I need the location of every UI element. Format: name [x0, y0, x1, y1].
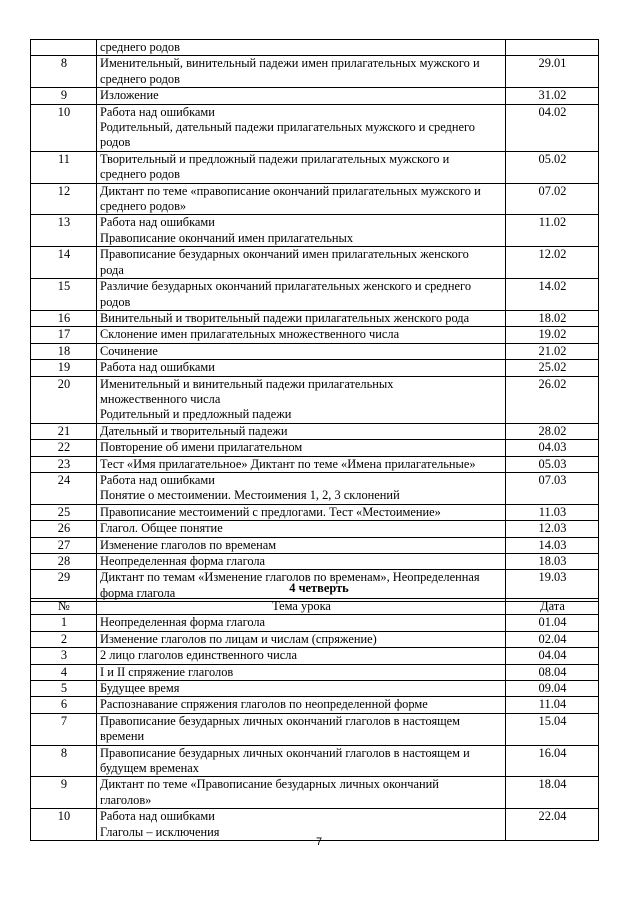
lesson-date: 12.02 — [506, 247, 599, 279]
lesson-table-quarter3 — [30, 39, 599, 602]
lesson-topic-line: времени — [100, 729, 145, 744]
lesson-date: 18.03 — [506, 554, 599, 570]
lesson-topic — [97, 713, 506, 745]
table-row — [31, 681, 599, 697]
lesson-date: 04.04 — [506, 648, 599, 664]
table-row — [31, 504, 599, 520]
lesson-date: 21.02 — [506, 343, 599, 359]
lesson-topic-line: Глаголы – исключения — [100, 824, 220, 839]
lesson-topic-line: Диктант по темам «Изменение глаголов по временам», Неопределенная — [100, 570, 480, 585]
lesson-number: 14 — [31, 247, 97, 279]
lesson-date: 31.02 — [506, 88, 599, 104]
lesson-number: 6 — [31, 697, 97, 713]
lesson-topic-line: Будущее время — [100, 681, 180, 696]
lesson-topic-line: среднего родов — [100, 40, 180, 54]
lesson-topic-line: Именительный и винительный падежи прилагательных — [100, 376, 394, 391]
table-row — [31, 88, 599, 104]
lesson-number: 24 — [31, 472, 97, 504]
table-header-row — [31, 599, 599, 615]
lesson-topic-line: глаголов» — [100, 792, 152, 807]
lesson-topic — [97, 183, 506, 215]
lesson-topic-line: Правописание безударных окончаний имен прилагательных женского — [100, 247, 469, 262]
lesson-date: 18.02 — [506, 310, 599, 326]
lesson-topic — [97, 648, 506, 664]
lesson-date: 11.04 — [506, 697, 599, 713]
lesson-date: 05.03 — [506, 456, 599, 472]
table-row — [31, 56, 599, 88]
lesson-table-quarter4-body — [31, 615, 599, 841]
table-row — [31, 343, 599, 359]
lesson-number: 21 — [31, 423, 97, 439]
lesson-number: 9 — [31, 88, 97, 104]
lesson-topic — [97, 521, 506, 537]
lesson-topic-line: Дательный и творительный падежи — [100, 423, 288, 438]
lesson-number: 3 — [31, 648, 97, 664]
lesson-topic-line: Сочинение — [100, 343, 158, 358]
lesson-number: 15 — [31, 279, 97, 311]
lesson-number: 16 — [31, 310, 97, 326]
lesson-topic-line: Повторение об имени прилагательном — [100, 440, 303, 455]
table-row — [31, 151, 599, 183]
lesson-topic-line: Именительный, винительный падежи имен прилагательных мужского и — [100, 56, 480, 71]
lesson-topic — [97, 440, 506, 456]
lesson-date: 28.02 — [506, 423, 599, 439]
lesson-topic — [97, 664, 506, 680]
table-row — [31, 615, 599, 631]
lesson-topic-line: рода — [100, 262, 124, 277]
lesson-topic-line: Диктант по теме «Правописание безударных личных окончаний — [100, 777, 439, 792]
lesson-topic-line: Правописание безударных личных окончаний глаголов в настоящем и — [100, 745, 470, 760]
lesson-topic-line: I и II спряжение глаголов — [100, 664, 234, 679]
lesson-date: 01.04 — [506, 615, 599, 631]
lesson-date: 02.04 — [506, 631, 599, 647]
lesson-number — [31, 40, 97, 56]
lesson-date: 29.01 — [506, 56, 599, 88]
lesson-number: 10 — [31, 809, 97, 841]
lesson-topic — [97, 537, 506, 553]
lesson-topic-line: Винительный и творительный падежи прилагательных женского рода — [100, 310, 470, 325]
table-row — [31, 456, 599, 472]
lesson-number: 8 — [31, 56, 97, 88]
table-row — [31, 279, 599, 311]
lesson-topic — [97, 104, 506, 151]
lesson-topic — [97, 456, 506, 472]
lesson-topic-line: 2 лицо глаголов единственного числа — [100, 648, 297, 663]
lesson-topic — [97, 56, 506, 88]
lesson-topic — [97, 615, 506, 631]
lesson-number: 17 — [31, 327, 97, 343]
lesson-topic-line: Работа над ошибками — [100, 104, 215, 119]
lesson-number: 25 — [31, 504, 97, 520]
lesson-topic-line: Понятие о местоимении. Местоимения 1, 2, 3 склонений — [100, 488, 400, 503]
table-row — [31, 360, 599, 376]
page-number: 7 — [315, 836, 323, 848]
lesson-topic-line: Работа над ошибками — [100, 215, 215, 230]
table-row — [31, 440, 599, 456]
table-row — [31, 697, 599, 713]
lesson-date: 04.03 — [506, 440, 599, 456]
lesson-number: 19 — [31, 360, 97, 376]
lesson-topic-line: Склонение имен прилагательных множественного числа — [100, 327, 400, 342]
lesson-date: 04.02 — [506, 104, 599, 151]
lesson-topic — [97, 554, 506, 570]
lesson-topic-line: Неопределенная форма глагола — [100, 615, 266, 630]
lesson-table-quarter3-body — [31, 40, 599, 602]
lesson-topic — [97, 777, 506, 809]
lesson-date: 14.02 — [506, 279, 599, 311]
lesson-topic — [97, 681, 506, 697]
header-topic: Тема урока — [97, 599, 506, 615]
lesson-date: 19.03 — [506, 570, 599, 602]
lesson-topic — [97, 215, 506, 247]
lesson-topic — [97, 343, 506, 359]
lesson-topic — [97, 279, 506, 311]
lesson-topic-line: Тест «Имя прилагательное» Диктант по теме «Имена прилагательные» — [100, 456, 476, 471]
lesson-topic-line: Глагол. Общее понятие — [100, 521, 223, 536]
lesson-topic — [97, 327, 506, 343]
lesson-topic — [97, 88, 506, 104]
lesson-topic — [97, 697, 506, 713]
lesson-number: 5 — [31, 681, 97, 697]
lesson-date: 15.04 — [506, 713, 599, 745]
lesson-topic-line: Правописание безударных личных окончаний глаголов в настоящем — [100, 713, 461, 728]
lesson-number: 2 — [31, 631, 97, 647]
lesson-topic-line: множественного числа — [100, 391, 221, 406]
table-row — [31, 40, 599, 56]
table-row — [31, 247, 599, 279]
lesson-topic-line: Правописание окончаний имен прилагательных — [100, 230, 354, 245]
table-row — [31, 327, 599, 343]
lesson-number: 4 — [31, 664, 97, 680]
lesson-topic — [97, 310, 506, 326]
lesson-number: 28 — [31, 554, 97, 570]
table-row — [31, 215, 599, 247]
lesson-date: 26.02 — [506, 376, 599, 423]
lesson-topic-line: Творительный и предложный падежи прилагательных мужского и — [100, 151, 450, 166]
lesson-topic-line: Родительный и предложный падежи — [100, 407, 292, 422]
table-row — [31, 537, 599, 553]
lesson-topic-line: Родительный, дательный падежи прилагательных мужского и среднего — [100, 120, 475, 135]
lesson-topic — [97, 40, 506, 56]
lesson-date: 11.03 — [506, 504, 599, 520]
lesson-topic-line: среднего родов — [100, 71, 180, 86]
lesson-date — [506, 40, 599, 56]
lesson-topic — [97, 504, 506, 520]
lesson-date: 07.02 — [506, 183, 599, 215]
table-row — [31, 521, 599, 537]
table-row — [31, 183, 599, 215]
lesson-topic-line: Работа над ошибками — [100, 809, 215, 824]
lesson-number: 26 — [31, 521, 97, 537]
lesson-date: 18.04 — [506, 777, 599, 809]
lesson-date: 14.03 — [506, 537, 599, 553]
lesson-topic-line: Изложение — [100, 88, 159, 103]
lesson-number: 23 — [31, 456, 97, 472]
lesson-topic — [97, 376, 506, 423]
lesson-date: 12.03 — [506, 521, 599, 537]
lesson-topic — [97, 247, 506, 279]
lesson-date: 22.04 — [506, 809, 599, 841]
lesson-number: 22 — [31, 440, 97, 456]
lesson-topic-line: Распознавание спряжения глаголов по неопределенной форме — [100, 697, 428, 712]
lesson-number: 1 — [31, 615, 97, 631]
quarter4-heading: 4 четверть — [289, 581, 349, 595]
table-row — [31, 713, 599, 745]
lesson-number: 10 — [31, 104, 97, 151]
table-row — [31, 745, 599, 777]
lesson-number: 7 — [31, 713, 97, 745]
lesson-topic — [97, 631, 506, 647]
lesson-topic-line: форма глагола — [100, 585, 176, 600]
lesson-date: 19.02 — [506, 327, 599, 343]
lesson-date: 11.02 — [506, 215, 599, 247]
table-row — [31, 423, 599, 439]
lesson-topic — [97, 745, 506, 777]
lesson-number: 20 — [31, 376, 97, 423]
lesson-date: 16.04 — [506, 745, 599, 777]
lesson-topic-line: Работа над ошибками — [100, 472, 215, 487]
lesson-table-quarter4 — [30, 598, 599, 841]
header-date: Дата — [506, 599, 599, 615]
lesson-number: 8 — [31, 745, 97, 777]
header-num: № — [31, 599, 97, 615]
lesson-date: 07.03 — [506, 472, 599, 504]
lesson-topic-line: Диктант по теме «правописание окончаний прилагательных мужского и — [100, 183, 481, 198]
table-row — [31, 554, 599, 570]
lesson-topic-line: родов — [100, 294, 131, 309]
table-row — [31, 631, 599, 647]
table-row — [31, 472, 599, 504]
lesson-topic-line: Работа над ошибками — [100, 360, 215, 375]
lesson-number: 29 — [31, 570, 97, 602]
lesson-topic — [97, 151, 506, 183]
table-row — [31, 777, 599, 809]
table-row — [31, 664, 599, 680]
lesson-date: 25.02 — [506, 360, 599, 376]
lesson-topic-line: будущем временах — [100, 761, 199, 776]
lesson-topic-line: Изменение глаголов по временам — [100, 537, 277, 552]
lesson-number: 9 — [31, 777, 97, 809]
lesson-topic-line: Неопределенная форма глагола — [100, 554, 266, 568]
lesson-date: 09.04 — [506, 681, 599, 697]
lesson-date: 08.04 — [506, 664, 599, 680]
table-row — [31, 104, 599, 151]
lesson-topic — [97, 472, 506, 504]
table-row — [31, 376, 599, 423]
table-row — [31, 648, 599, 664]
lesson-topic-line: среднего родов — [100, 167, 180, 182]
lesson-topic-line: Правописание местоимений с предлогами. Тест «Местоимение» — [100, 504, 441, 519]
lesson-date: 05.02 — [506, 151, 599, 183]
lesson-topic-line: среднего родов» — [100, 199, 187, 214]
lesson-topic — [97, 360, 506, 376]
lesson-number: 27 — [31, 537, 97, 553]
table-row — [31, 310, 599, 326]
lesson-topic-line: Различие безударных окончаний прилагательных женского и среднего — [100, 279, 472, 294]
lesson-number: 13 — [31, 215, 97, 247]
lesson-number: 12 — [31, 183, 97, 215]
lesson-topic — [97, 423, 506, 439]
lesson-number: 11 — [31, 151, 97, 183]
lesson-topic-line: родов — [100, 135, 131, 150]
lesson-number: 18 — [31, 343, 97, 359]
lesson-topic-line: Изменение глаголов по лицам и числам (спряжение) — [100, 631, 377, 646]
